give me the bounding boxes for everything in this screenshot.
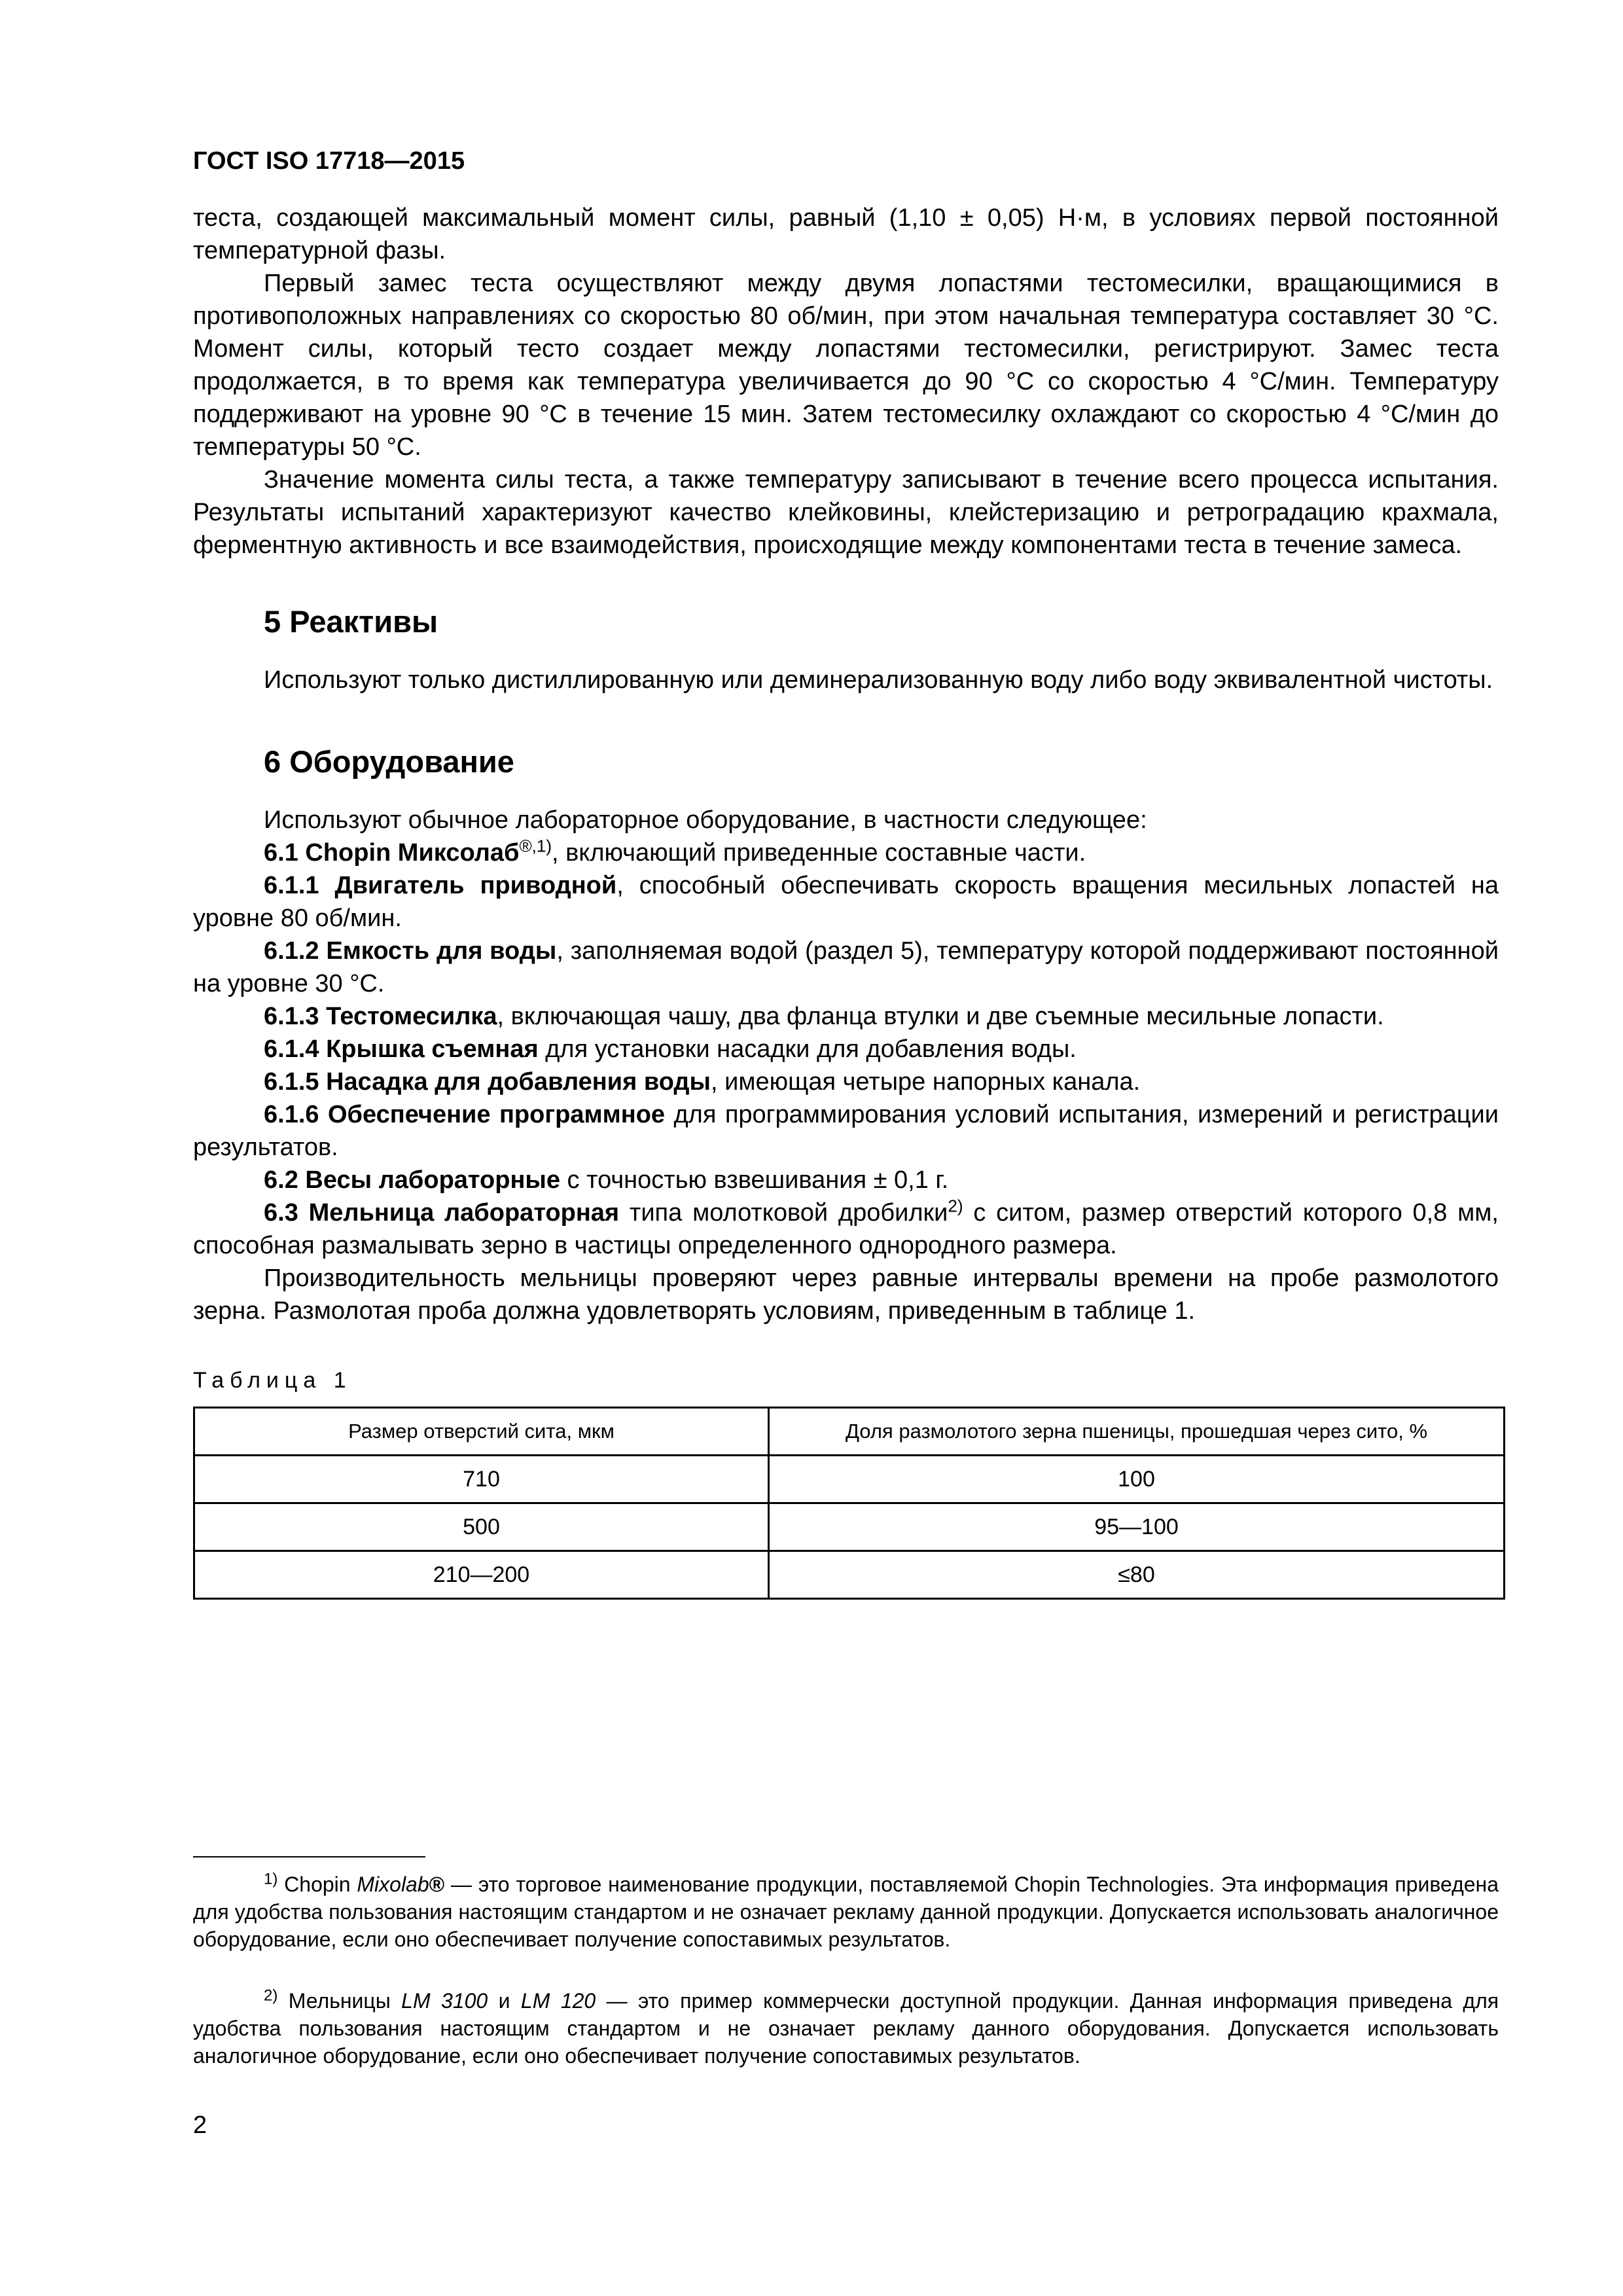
- item-number: 6.1.2: [264, 937, 319, 965]
- item-number: 6.1.6: [264, 1101, 319, 1128]
- footnote-mark: 1): [264, 1870, 278, 1888]
- section-5-text: Используют только дистиллированную или деминерализованную воду либо воду эквивалентной чистоты.: [264, 666, 1493, 694]
- footnote-ref: 2): [948, 1196, 963, 1216]
- item-6-1-2: [193, 935, 1499, 1000]
- section-5-title: 5 Реактивы: [264, 604, 438, 639]
- item-term: Емкость для воды: [326, 937, 557, 965]
- item-text: , включающий приведенные составные части.: [551, 839, 1086, 867]
- item-term: Весы лабораторные: [305, 1166, 560, 1194]
- table-cell: ≤80: [769, 1551, 1505, 1599]
- item-text: для программирования условий испытания, измерений и регистрации результатов.: [193, 1101, 1499, 1161]
- item-number: 6.3: [264, 1199, 298, 1227]
- item-6-2: [193, 1164, 1499, 1196]
- item-6-1: [193, 836, 1499, 869]
- table-cell: 710: [194, 1456, 769, 1503]
- footnote-text: и: [488, 1989, 521, 2013]
- item-text: для установки насадки для добавления воды.: [538, 1035, 1077, 1063]
- footnote-2: [193, 1987, 1499, 2070]
- item-6-1-6: [193, 1098, 1499, 1164]
- item-term: Chopin Миксолаб: [305, 839, 520, 867]
- footnote-1: [193, 1871, 1499, 1953]
- item-number: 6.1.3: [264, 1003, 319, 1030]
- table-row: [194, 1551, 1505, 1599]
- item-text: с точностью взвешивания ± 0,1 г.: [560, 1166, 949, 1194]
- intro-paragraph-1: теста, создающей максимальный момент силы, равный (1,10 ± 0,05) Н·м, в условиях первой постоянной температурной фазы.: [193, 204, 1499, 264]
- item-6-1-3: [193, 1000, 1499, 1033]
- item-number: 6.2: [264, 1166, 298, 1194]
- item-term: Обеспечение программное: [327, 1101, 666, 1128]
- item-text: типа молотковой дробилки: [619, 1199, 948, 1227]
- footnote-ref: ®,1): [519, 836, 552, 856]
- intro-paragraph-2: Первый замес теста осуществляют между двумя лопастями тестомесилки, вращающимися в противоположных направлениях со скоростью 80 об/мин, при этом начальная температура составляет 30 °С. Момент силы, который тесто создает между лопастями тестомесилки, регистрируют. Замес теста продолжается, в то время как температура увеличивается до 90 °С со скоростью 4 °С/мин. Температуру поддерживают на уровне 90 °С в течение 15 мин. Затем тестомесилку охлаждают со скоростью 4 °С/мин до температуры 50 °С.: [193, 270, 1499, 461]
- section-6-title: 6 Оборудование: [264, 744, 514, 779]
- item-6-1-5: [193, 1066, 1499, 1098]
- footnote-text: Мельницы: [288, 1989, 402, 2013]
- item-text: , включающая чашу, два фланца втулки и две съемные месильные лопасти.: [497, 1003, 1384, 1030]
- section-6-closing: Производительность мельницы проверяют через равные интервалы времени на пробе размолотого зерна. Размолотая проба должна удовлетворять условиям, приведенным в таблице 1.: [193, 1265, 1499, 1325]
- page-body: [193, 147, 1499, 1600]
- product-name: LM 120: [520, 1989, 596, 2013]
- table-cell: 100: [769, 1456, 1505, 1503]
- item-number: 6.1: [264, 839, 298, 867]
- table-cell: 95—100: [769, 1503, 1505, 1551]
- table-cell: 210—200: [194, 1551, 769, 1599]
- table-row: [194, 1456, 1505, 1503]
- intro-paragraph-3: Значение момента силы теста, а также температуру записывают в течение всего процесса испытания. Результаты испытаний характеризуют качество клейковины, клейстеризацию и ретроградацию крахмала, ферментную активность и все взаимодействия, происходящие между компонентами теста в течение замеса.: [193, 466, 1499, 559]
- document-header: ГОСТ ISO 17718—2015: [193, 147, 465, 175]
- product-name: LM 3100: [401, 1989, 488, 2013]
- table-caption: Таблица 1: [193, 1368, 352, 1393]
- footnote-text: — это торговое наименование продукции, поставляемой Chopin Technologies. Эта информация приведена для удобства пользования настоящим стандартом и не означает рекламу данной продукции. Допускается использовать аналогичное оборудование, если оно обеспечивает получение сопоставимых результатов.: [193, 1873, 1499, 1951]
- table-1: [193, 1407, 1505, 1600]
- table-cell: 500: [194, 1503, 769, 1551]
- item-number: 6.1.5: [264, 1068, 319, 1096]
- item-text: , заполняемая водой (раздел 5), температуру которой поддерживают постоянной на уровне 30 °С.: [193, 937, 1499, 997]
- footnote-text: Chopin: [284, 1873, 357, 1896]
- item-number: 6.1.1: [264, 872, 319, 899]
- footnote-mark: 2): [264, 1986, 278, 2005]
- item-term: Крышка съемная: [326, 1035, 539, 1063]
- item-text: , имеющая четыре напорных канала.: [710, 1068, 1141, 1096]
- section-6-intro: Используют обычное лабораторное оборудование, в частности следующее:: [264, 806, 1147, 834]
- table-row: [194, 1503, 1505, 1551]
- item-term: Двигатель приводной: [334, 872, 617, 899]
- footnote-text: — это пример коммерчески доступной продукции. Данная информация приведена для удобства пользования настоящим стандартом и не означает рекламу данного оборудования. Допускается использовать аналогичное оборудование, если оно обеспечивает получение сопоставимых результатов.: [193, 1989, 1499, 2068]
- item-6-1-4: [193, 1033, 1499, 1066]
- page-number: 2: [193, 2111, 207, 2139]
- item-term: Насадка для добавления воды: [326, 1068, 711, 1096]
- registered-mark: ®: [429, 1873, 445, 1896]
- footnote-separator: [193, 1856, 425, 1857]
- product-name: Mixolab: [357, 1873, 429, 1896]
- item-text: с ситом, размер отверстий которого 0,8 мм, способная размалывать зерно в частицы определенного однородного размера.: [193, 1199, 1499, 1259]
- item-text: , способный обеспечивать скорость вращения месильных лопастей на уровне 80 об/мин.: [193, 872, 1499, 932]
- item-number: 6.1.4: [264, 1035, 319, 1063]
- table-header-row: [194, 1408, 1505, 1456]
- table-header-cell: Размер отверстий сита, мкм: [194, 1408, 769, 1456]
- item-term: Мельница лабораторная: [308, 1199, 620, 1227]
- item-term: Тестомесилка: [326, 1003, 497, 1030]
- table-header-cell: Доля размолотого зерна пшеницы, прошедшая через сито, %: [769, 1408, 1505, 1456]
- item-6-3: [193, 1196, 1499, 1262]
- item-6-1-1: [193, 869, 1499, 935]
